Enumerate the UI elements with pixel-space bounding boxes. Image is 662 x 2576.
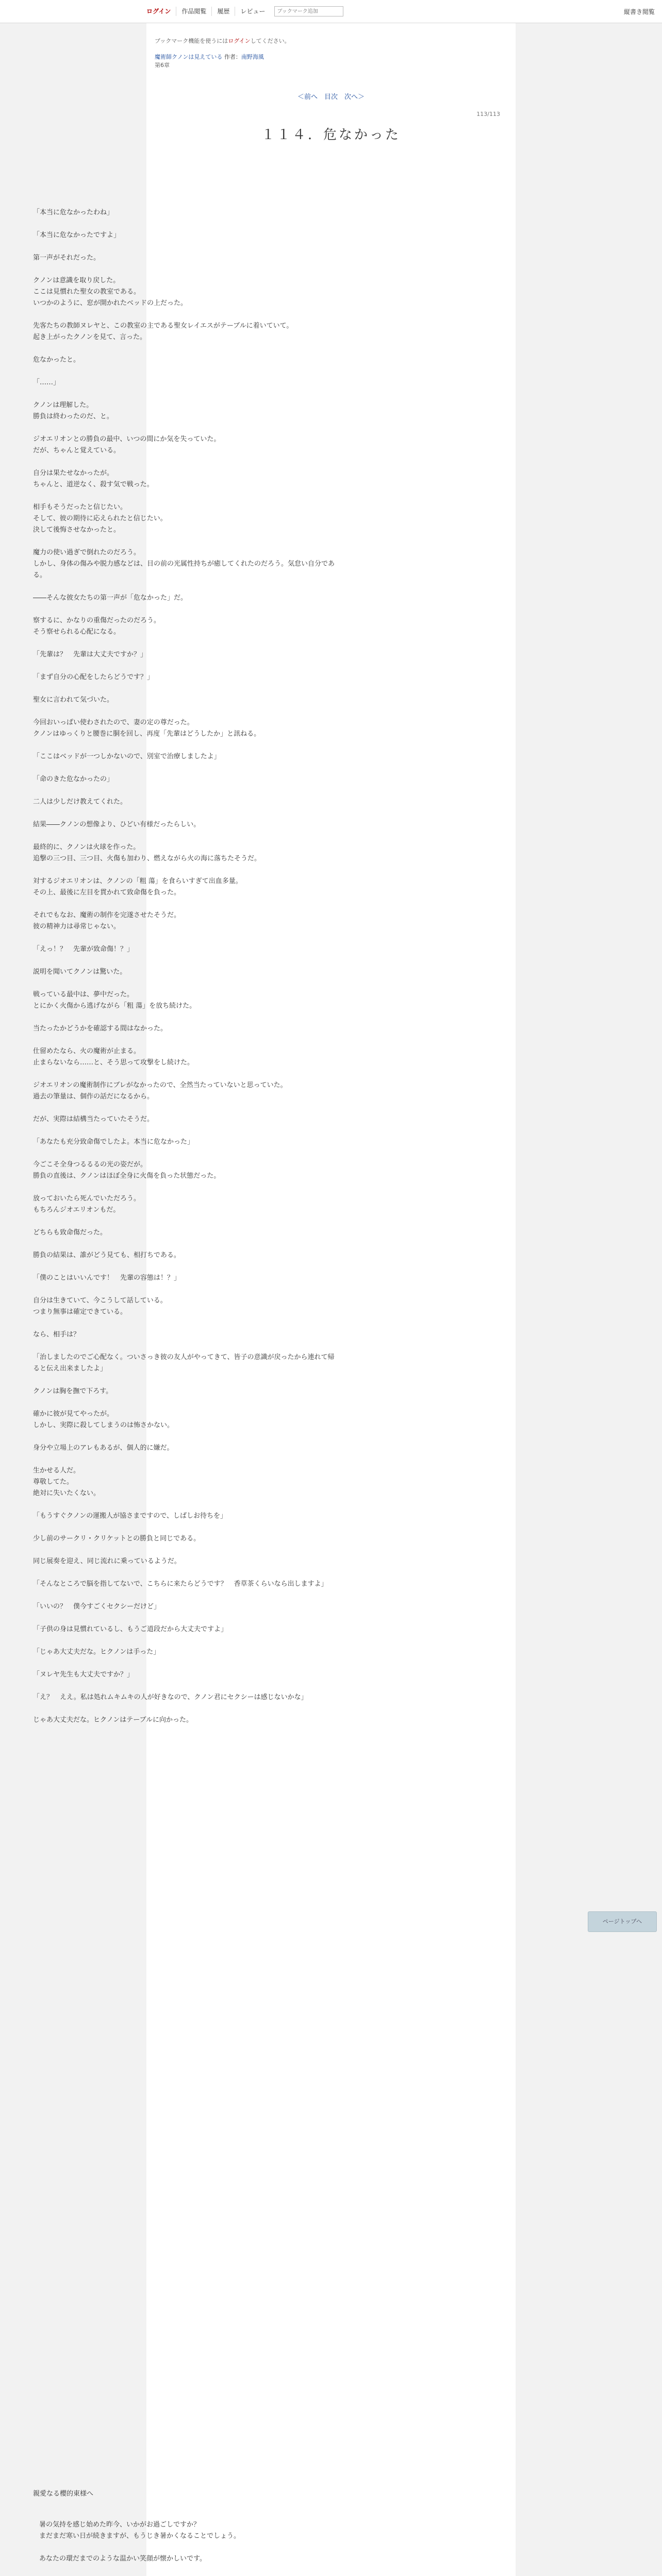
body-blank-line bbox=[33, 1567, 337, 1579]
body-blank-line bbox=[33, 1703, 337, 1715]
body-blank-line bbox=[33, 1069, 337, 1080]
login-link[interactable]: ログイン bbox=[146, 7, 176, 16]
author-link[interactable]: 南野海風 bbox=[241, 54, 264, 60]
body-blank-line bbox=[33, 1658, 337, 1669]
body-blank-line bbox=[33, 955, 337, 967]
body-paragraph: 危なかったと。 bbox=[33, 356, 80, 364]
body-blank-line bbox=[33, 264, 337, 275]
body-paragraph: とにかく火傷から逃げながら「粗 蕩」を放ち続けた。 bbox=[33, 1002, 196, 1010]
body-paragraph: ジオエリオンとの勝負の最中、いつの間にか気を失っていた。 bbox=[33, 435, 221, 443]
body-paragraph: 先客たちの教師ヌレヤと、この教室の主である聖女レイエスがテーブルに着いていて。 bbox=[33, 322, 293, 330]
body-blank-line bbox=[33, 785, 337, 796]
header-nav bbox=[146, 6, 343, 16]
body-paragraph: クノンはゆっくりと腰巻に胴を回し、再度「先輩はどうしたか」と訊ねる。 bbox=[33, 730, 261, 738]
body-paragraph: 「えっ！？ 先輩が致命傷！？」 bbox=[33, 945, 134, 953]
body-blank-line bbox=[33, 706, 337, 717]
body-blank-line bbox=[33, 762, 337, 774]
body-blank-line bbox=[33, 865, 337, 876]
afterword-heading: 親愛なる櫻的東様へ bbox=[33, 2490, 94, 2498]
body-paragraph: 「ここはベッドが一つしかないので、別室で治療しましたよ」 bbox=[33, 753, 221, 760]
body-blank-line bbox=[33, 343, 337, 354]
body-paragraph: どちらも致命傷だった。 bbox=[33, 1229, 107, 1236]
body-paragraph: 追撃の三つ目、三つ目、火傷も加わり、燃えながら火の海に落ちたそうだ。 bbox=[33, 855, 261, 862]
body-paragraph: 「治しましたのでご心配なく。ついさっき彼の友人がやってきて、皆子の意識が戻ったから連れて帰ると伝え出来ましたよ」 bbox=[33, 1353, 335, 1372]
body-blank-line bbox=[33, 581, 337, 592]
nav-review-link[interactable]: レビュー bbox=[240, 8, 266, 15]
body-paragraph: 止まらないなら……と、そう思って攻撃をし続けた。 bbox=[33, 1059, 194, 1066]
body-paragraph: 生かせる人だ。 bbox=[33, 1467, 80, 1475]
body-blank-line bbox=[33, 490, 337, 502]
body-blank-line bbox=[33, 1431, 337, 1443]
body-paragraph: 自分は果たせなかったが。 bbox=[33, 469, 114, 477]
body-paragraph: クノンは胸を撫で下ろす。 bbox=[33, 1387, 113, 1395]
body-blank-line bbox=[33, 1454, 337, 1465]
body-paragraph: 対するジオエリオンは、クノンの「粗 蕩」を食らいすぎて出血多量。 bbox=[33, 877, 242, 885]
body-paragraph: 勝負の結果は、誰がどう見ても、相打ちである。 bbox=[33, 1251, 180, 1259]
notice-suffix: してください。 bbox=[250, 38, 290, 44]
body-paragraph: 結果――クノンの想像より、ひどい有様だったらしい。 bbox=[33, 821, 201, 828]
body-paragraph: 最終的に、クノンは火球を作った。 bbox=[33, 843, 140, 851]
body-blank-line bbox=[33, 196, 337, 207]
afterword-paragraph: 暑の気持を感じ始めた昨今、いかがお過ごしですか？ bbox=[39, 2521, 201, 2529]
afterword bbox=[33, 2488, 337, 2576]
body-paragraph: クノンは理解した。 bbox=[33, 401, 93, 409]
episode-pager[interactable]: ＜前へ 目次 次へ＞ bbox=[297, 93, 365, 101]
afterword-body bbox=[33, 2519, 337, 2576]
series-title-link[interactable]: 魔術師クノンは見えている bbox=[155, 54, 223, 60]
body-paragraph: 「そんなところで脳を指してないで、こちらに来たらどうです？ 香草茶くらいなら出しますよ」 bbox=[33, 1580, 328, 1588]
body-blank-line bbox=[33, 1545, 337, 1556]
body-blank-line bbox=[33, 1681, 337, 1692]
body-paragraph: 彼の精神力は尋常じゃない。 bbox=[33, 923, 121, 930]
body-paragraph: 二人は少しだけ教えてくれた。 bbox=[33, 798, 127, 806]
series-info bbox=[155, 53, 264, 70]
body-paragraph: 自分は生きていて、今こうして話している。 bbox=[33, 1297, 167, 1304]
body-blank-line bbox=[33, 1239, 337, 1250]
body-paragraph: 仕留めたなら、火の魔術が止まる。 bbox=[33, 1047, 141, 1055]
body-paragraph: それでもなお、魔術の制作を完遂させたそうだ。 bbox=[33, 911, 181, 919]
body-paragraph: もちろんジオエリオンもだ。 bbox=[33, 1206, 120, 1214]
body-paragraph: その上、最後に左目を貫かれて致命傷を負った。 bbox=[33, 889, 181, 896]
body-blank-line bbox=[33, 1148, 337, 1159]
body-paragraph: そう察せられる心配になる。 bbox=[33, 628, 121, 636]
body-blank-line bbox=[33, 1012, 337, 1023]
body-paragraph: いつかのように、窓が開かれたベッドの上だった。 bbox=[33, 299, 188, 307]
body-paragraph: 戦っている最中は、夢中だった。 bbox=[33, 991, 134, 998]
novel-body bbox=[33, 196, 337, 1726]
body-paragraph: 尊敬してた。 bbox=[33, 1478, 74, 1486]
nav-browse-link[interactable]: 作品閲覧 bbox=[176, 7, 212, 16]
body-blank-line bbox=[33, 456, 337, 468]
bookmark-notice bbox=[155, 37, 290, 45]
body-blank-line bbox=[33, 899, 337, 910]
body-paragraph: 聖女に言われて気づいた。 bbox=[33, 696, 114, 704]
episode-title: １１４．危なかった bbox=[261, 127, 401, 143]
body-blank-line bbox=[33, 978, 337, 989]
body-blank-line bbox=[33, 808, 337, 819]
body-blank-line bbox=[33, 604, 337, 615]
body-paragraph: 今回おいっぱい使わされたので、妻の定の尊だった。 bbox=[33, 719, 194, 726]
page-number: 113/113 bbox=[476, 111, 500, 117]
body-paragraph: 「本当に危なかったわね」 bbox=[33, 209, 114, 216]
body-paragraph: しかし、実際に殺してしまうのは怖さかない。 bbox=[33, 1421, 174, 1429]
body-paragraph: つまり無事は確定できている。 bbox=[33, 1308, 127, 1316]
body-paragraph: 魔力の使い過ぎで倒れたのだろう。 bbox=[33, 549, 141, 556]
body-paragraph: しかし、身体の傷みや脱力感などは、目の前の光属性持ちが癒してくれたのだろう。気怠い自分である。 bbox=[33, 560, 335, 579]
body-paragraph: 察するに、かなりの重傷だったのだろう。 bbox=[33, 617, 161, 624]
afterword-paragraph: あなたの環だまでのような温かい笑顔が懐かしいです。 bbox=[39, 2555, 206, 2563]
body-paragraph: 「先輩は？ 先輩は大丈夫ですか？」 bbox=[33, 651, 147, 658]
notice-prefix: ブックマーク機能を使うには bbox=[155, 38, 228, 44]
body-paragraph: じゃあ大丈夫だな。ヒクノンはテーブルに向かった。 bbox=[33, 1716, 193, 1724]
body-paragraph: 放っておいたら死んでいただろう。 bbox=[33, 1195, 141, 1202]
notice-login-link[interactable]: ログイン bbox=[228, 38, 251, 44]
body-paragraph: 確かに彼が見てやったが。 bbox=[33, 1410, 114, 1418]
body-blank-line bbox=[33, 218, 337, 230]
body-paragraph: 身分や立場上のアレもあるが、個人的に嫌だ。 bbox=[33, 1444, 174, 1452]
body-blank-line bbox=[33, 660, 337, 672]
body-blank-line bbox=[33, 683, 337, 694]
body-blank-line bbox=[33, 1590, 337, 1601]
body-paragraph: 絶対に失いたくない。 bbox=[33, 1489, 101, 1497]
body-blank-line bbox=[33, 740, 337, 751]
body-blank-line bbox=[33, 831, 337, 842]
body-paragraph: なら、相手は？ bbox=[33, 1331, 80, 1338]
body-paragraph: 勝負は終わったのだ、と。 bbox=[33, 413, 113, 420]
author-label: 作者： bbox=[222, 54, 241, 60]
afterword-blank-line bbox=[39, 2565, 337, 2576]
page-top-button[interactable]: ページトップへ bbox=[588, 1911, 657, 1932]
body-blank-line bbox=[33, 1125, 337, 1137]
body-blank-line bbox=[33, 1397, 337, 1409]
chapter-label: 第6章 bbox=[155, 62, 170, 69]
body-paragraph: 「いいの？ 僕今すごくセクシーだけど」 bbox=[33, 1603, 161, 1611]
body-blank-line bbox=[33, 241, 337, 252]
body-paragraph: だが、実際は結構当たっていたそうだ。 bbox=[33, 1115, 154, 1123]
bookmark-add-input[interactable] bbox=[274, 6, 343, 16]
body-paragraph: 「僕のことはいいんです！ 先輩の容態は！？」 bbox=[33, 1274, 181, 1282]
body-paragraph: 当たったかどうかを確認する間はなかった。 bbox=[33, 1025, 168, 1032]
body-paragraph: 「ヌレヤ先生も大丈夫ですか？」 bbox=[33, 1671, 134, 1679]
body-blank-line bbox=[33, 1522, 337, 1533]
body-paragraph: 「え？ ええ。私は処れムキムキの人が好きなので、クノン君にセクシーは感じないかな」 bbox=[33, 1693, 308, 1701]
body-paragraph: 「……」 bbox=[33, 379, 60, 386]
body-blank-line bbox=[33, 1035, 337, 1046]
body-blank-line bbox=[33, 933, 337, 944]
body-blank-line bbox=[33, 1318, 337, 1329]
body-paragraph: 起き上がったクノンを見て、言った。 bbox=[33, 333, 146, 341]
afterword-paragraph: まだまだ寒い日が続きますが、もうじき暑かくなることでしょう。 bbox=[39, 2532, 241, 2540]
body-paragraph: 「本当に危なかったですよ」 bbox=[33, 231, 121, 239]
body-paragraph: 「もうすぐクノンの運搬人が協さまですので、しばしお待ちを」 bbox=[33, 1512, 227, 1520]
body-blank-line bbox=[33, 1284, 337, 1295]
body-blank-line bbox=[33, 1182, 337, 1193]
body-blank-line bbox=[33, 1375, 337, 1386]
body-blank-line bbox=[33, 1103, 337, 1114]
nav-history-link[interactable]: 履歴 bbox=[212, 7, 235, 16]
body-paragraph: 第一声がそれだった。 bbox=[33, 254, 101, 262]
body-paragraph: 過去の筆量は、個作の話だになるから。 bbox=[33, 1093, 154, 1100]
body-paragraph: 「じゃあ大丈夫だな。ヒクノンは手った」 bbox=[33, 1648, 160, 1656]
site-header bbox=[0, 0, 662, 23]
body-blank-line bbox=[33, 536, 337, 547]
body-blank-line bbox=[33, 422, 337, 434]
body-blank-line bbox=[33, 1341, 337, 1352]
afterword-blank-line bbox=[39, 2542, 337, 2553]
body-paragraph: 「あなたも充分致命傷でしたよ。本当に危なかった」 bbox=[33, 1138, 194, 1146]
body-blank-line bbox=[33, 309, 337, 320]
body-blank-line bbox=[33, 388, 337, 400]
body-paragraph: ちゃんと、道逆なく、殺す気で戦った。 bbox=[33, 481, 154, 488]
body-paragraph: 「子供の身は見慣れているし、もうご道段だから大丈夫ですよ」 bbox=[33, 1625, 228, 1633]
body-paragraph: 相手もそうだったと信じたい。 bbox=[33, 503, 127, 511]
body-blank-line bbox=[33, 1635, 337, 1647]
body-paragraph: 説明を聞いてクノンは驚いた。 bbox=[33, 968, 127, 976]
body-blank-line bbox=[33, 1261, 337, 1273]
vertical-reading-link[interactable]: 縦書き閲覧 bbox=[623, 8, 655, 15]
body-blank-line bbox=[33, 1613, 337, 1624]
body-paragraph: そして、彼の期待に応えられたと信じたい。 bbox=[33, 515, 167, 522]
body-blank-line bbox=[33, 366, 337, 377]
body-blank-line bbox=[33, 1499, 337, 1511]
body-paragraph: 「命のきた危なかったの」 bbox=[33, 775, 114, 783]
body-paragraph: 勝負の直後は、クノンはほぼ全身に火傷を負った状態だった。 bbox=[33, 1172, 221, 1180]
body-paragraph: 同じ展奏を迎え、同じ流れに乗っているようだ。 bbox=[33, 1557, 181, 1565]
body-blank-line bbox=[33, 1216, 337, 1227]
body-paragraph: ここは見慣れた聖女の教室である。 bbox=[33, 288, 141, 296]
body-paragraph: 決して後悔させなかったと。 bbox=[33, 526, 121, 534]
body-paragraph: だが、ちゃんと覚えている。 bbox=[33, 447, 121, 454]
body-paragraph: クノンは意識を取り戻した。 bbox=[33, 277, 120, 284]
body-paragraph: 「まず自分の心配をしたらどうです？」 bbox=[33, 673, 154, 681]
body-paragraph: 少し前のサークリ・クリケットとの勝負と同じである。 bbox=[33, 1535, 201, 1543]
body-paragraph: 今ごこそ全身つるるるの光の姿だが。 bbox=[33, 1161, 147, 1168]
body-paragraph: ジオエリオンの魔術制作にブレがなかったので、全然当たっていないと思っていた。 bbox=[33, 1081, 287, 1089]
body-blank-line bbox=[33, 638, 337, 649]
body-paragraph: ――そんな彼女たちの第一声が「危なかった」だ。 bbox=[33, 594, 188, 602]
